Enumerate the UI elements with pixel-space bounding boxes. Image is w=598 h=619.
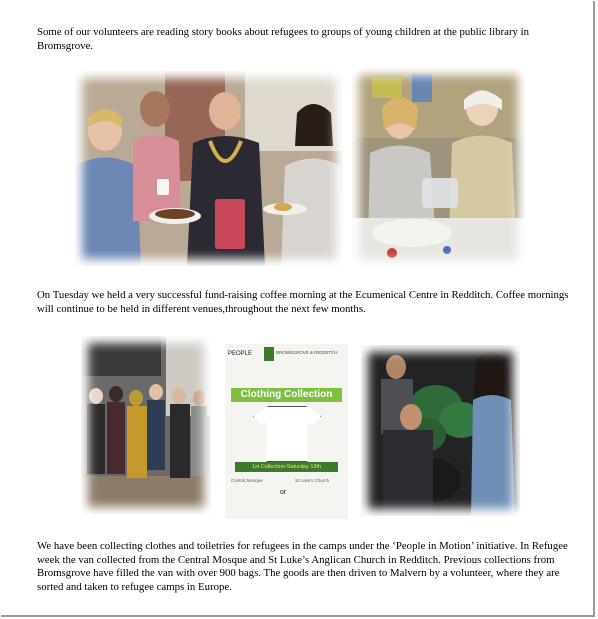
photo-craft-scene [352,68,525,267]
poster-title: Clothing Collection [231,388,342,402]
poster-logo-icon [264,347,274,361]
photo-group-scene [81,336,211,514]
paragraph-coffee-morning: On Tuesday we held a very successful fund-raising coffee morning at the Ecumenical Centre in Redditch. Coffee mornings will continue to be held in different venues,throughout the next few months. [37,289,569,315]
document-page [1,1,595,617]
photo-mayor-scene [75,71,343,266]
paragraph-clothes-collection: We have been collecting clothes and toiletries for refugees in the camps under the ‘People in Motion’ initiative. In Refugee week the van collected from the Central Mosque and St Luke’s Anglican Church in Redditch. Previous collections from Bromsgrove have filled the van with over 900 bags. The goods are then driven to Malvern by a volunteer, where they are sorted and taken to refugee camps in Europe. [37,540,568,593]
poster-date-bar: 1st Collection-Saturday 13th [235,462,338,472]
poster-org-left: PEOPLE [228,351,253,357]
photo-group-collection [81,336,211,514]
poster-header [228,347,345,363]
poster-venue-right: St Luke's Church [295,478,330,483]
photo-craft-table [352,68,525,267]
photo-van-bags [361,345,520,516]
poster-venue-left: Central Mosque [231,478,263,483]
tshirt-icon [253,406,321,462]
poster-or: or [280,489,287,496]
photo-mayor-coffee-morning [75,71,343,266]
clothing-collection-poster [225,344,348,519]
photo-van-scene [361,345,520,516]
paragraph-story-books: Some of our volunteers are reading story books about refugees to groups of young children at the public library in Bromsgrove. [37,26,530,52]
poster-org-right: BROMSGROVE & REDDITCH [276,350,338,355]
